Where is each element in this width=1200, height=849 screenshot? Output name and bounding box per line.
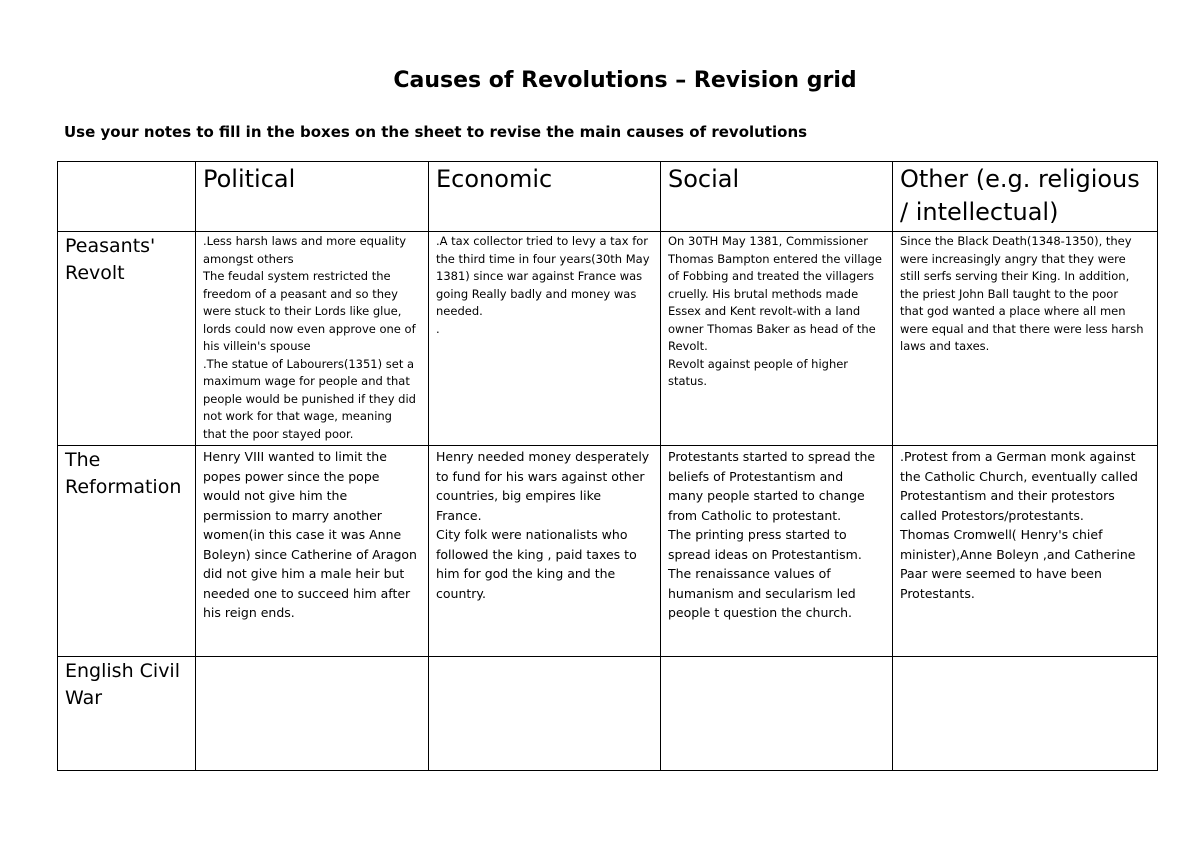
cell-text-line: amongst others <box>203 251 294 266</box>
row-label-reformation: The Reformation <box>58 446 196 657</box>
cell-reformation-social <box>661 446 893 657</box>
cell-text-line: The feudal system restricted the <box>203 269 391 283</box>
cell-peasants-other <box>893 232 1158 446</box>
cell-text-line: spread ideas on Protestantism. <box>668 546 862 562</box>
header-social: Social <box>661 162 893 232</box>
cell-text-line: The printing press started to <box>668 527 847 542</box>
cell-text-line: people t question the church. <box>668 605 853 620</box>
cell-text-line: .Protest from a German monk against <box>900 449 1136 464</box>
cell-text-line: of Fobbing and treated the villagers <box>668 269 875 283</box>
cell-text-line: countries, big empires like <box>436 488 602 503</box>
cell-text-line: beliefs of Protestantism and <box>668 468 844 484</box>
cell-text-line: The renaissance values of <box>668 566 831 581</box>
row-label-peasants-revolt: Peasants' Revolt <box>58 232 196 446</box>
cell-text-line: from Catholic to protestant. <box>668 507 842 523</box>
header-political: Political <box>196 162 429 232</box>
cell-text-line: Paar were seemed to have been <box>900 566 1102 581</box>
cell-text-line: people would be punished if they did <box>203 391 416 406</box>
cell-text-line: Thomas Cromwell( Henry's chief <box>900 527 1103 542</box>
row-label-english-civil-war: English Civil War <box>58 657 196 771</box>
cell-text-line: Thomas Bampton entered the village <box>668 251 882 266</box>
revision-grid <box>57 161 1158 771</box>
cell-text-line: going Really badly and money was <box>436 286 637 301</box>
cell-text-line: Protestants. <box>900 585 975 601</box>
cell-peasants-social <box>661 232 893 446</box>
cell-text-line: followed the king , paid taxes to <box>436 546 637 562</box>
cell-civil-war-political <box>196 657 429 771</box>
cell-civil-war-economic <box>429 657 661 771</box>
cell-text-line: were increasingly angry that they were <box>900 251 1126 266</box>
header-other: Other (e.g. religious / intellectual) <box>893 162 1158 232</box>
cell-text-line: Essex and Kent revolt-with a land <box>668 304 861 318</box>
cell-reformation-other <box>893 446 1158 657</box>
cell-peasants-economic <box>429 232 661 446</box>
cell-text-line: still serfs serving their King. In addition, <box>900 269 1130 283</box>
cell-reformation-political <box>196 446 429 657</box>
cell-text-line: Revolt. <box>668 339 708 353</box>
cell-text-line: laws and taxes. <box>900 339 990 353</box>
cell-text-line: needed. <box>436 304 483 318</box>
cell-civil-war-other <box>893 657 1158 771</box>
cell-text-line: were equal and that there were less harsh <box>900 321 1144 336</box>
cell-civil-war-social <box>661 657 893 771</box>
cell-text-line: France. <box>436 507 482 523</box>
cell-text-line: Protestantism and their protestors <box>900 488 1115 503</box>
cell-text-line: his reign ends. <box>203 605 295 620</box>
cell-text-line: .The statue of Labourers(1351) set a <box>203 356 415 371</box>
cell-text-line: owner Thomas Baker as head of the <box>668 321 876 336</box>
cell-text-line: country. <box>436 585 486 601</box>
cell-text-line: status. <box>668 374 707 388</box>
cell-text-line: permission to marry another <box>203 507 382 523</box>
cell-text-line: Henry needed money desperately <box>436 449 650 464</box>
cell-text-line: him for god the king and the <box>436 566 616 581</box>
cell-reformation-economic <box>429 446 661 657</box>
cell-text-line: popes power since the pope <box>203 468 380 484</box>
cell-text-line: the third time in four years(30th May <box>436 251 650 266</box>
cell-text-line: cruelly. His brutal methods made <box>668 286 859 301</box>
header-economic: Economic <box>429 162 661 232</box>
header-row <box>58 162 1158 232</box>
cell-text-line: called Protestors/protestants. <box>900 507 1084 523</box>
cell-text-line: .Less harsh laws and more equality <box>203 234 407 248</box>
page-title: Causes of Revolutions – Revision grid <box>393 68 857 93</box>
cell-text-line: 1381) since war against France was <box>436 269 643 283</box>
cell-text-line: did not give him a male heir but <box>203 566 405 581</box>
cell-text-line: to fund for his wars against other <box>436 468 645 484</box>
cell-text-line: Revolt against people of higher <box>668 356 849 371</box>
cell-text-line: women(in this case it was Anne <box>203 527 402 542</box>
cell-text-line: humanism and secularism led <box>668 585 856 601</box>
cell-text-line: maximum wage for people and that <box>203 374 410 388</box>
cell-text-line: would not give him the <box>203 488 348 503</box>
cell-text-line: the priest John Ball taught to the poor <box>900 286 1119 301</box>
cell-peasants-political <box>196 232 429 446</box>
cell-text-line: were stuck to their Lords like glue, <box>203 304 402 318</box>
cell-text-line: .A tax collector tried to levy a tax for <box>436 234 649 248</box>
cell-text-line: the Catholic Church, eventually called <box>900 468 1138 484</box>
cell-text-line: many people started to change <box>668 488 865 503</box>
row-peasants-revolt <box>58 232 1158 446</box>
cell-text-line: his villein's spouse <box>203 339 311 353</box>
cell-text-line: Henry VIII wanted to limit the <box>203 449 387 464</box>
cell-text-line: not work for that wage, meaning <box>203 409 392 423</box>
cell-text-line: that the poor stayed poor. <box>203 426 354 441</box>
cell-text-line: freedom of a peasant and so they <box>203 286 398 301</box>
cell-text-line: Protestants started to spread the <box>668 449 876 464</box>
cell-text-line: that god wanted a place where all men <box>900 304 1126 318</box>
cell-text-line: lords could now even approve one of <box>203 321 416 336</box>
row-reformation <box>58 446 1158 657</box>
cell-text-line: Since the Black Death(1348-1350), they <box>900 234 1132 248</box>
cell-text-line: needed one to succeed him after <box>203 585 411 601</box>
cell-text-line: . <box>436 321 440 336</box>
cell-text-line: Boleyn) since Catherine of Aragon <box>203 546 417 562</box>
corner-cell <box>58 162 196 232</box>
cell-text-line: City folk were nationalists who <box>436 527 628 542</box>
row-english-civil-war <box>58 657 1158 771</box>
instructions-text: Use your notes to fill in the boxes on the sheet to revise the main causes of revolutions <box>64 123 808 141</box>
cell-text-line: On 30TH May 1381, Commissioner <box>668 234 868 248</box>
cell-text-line: minister),Anne Boleyn ,and Catherine <box>900 546 1136 562</box>
